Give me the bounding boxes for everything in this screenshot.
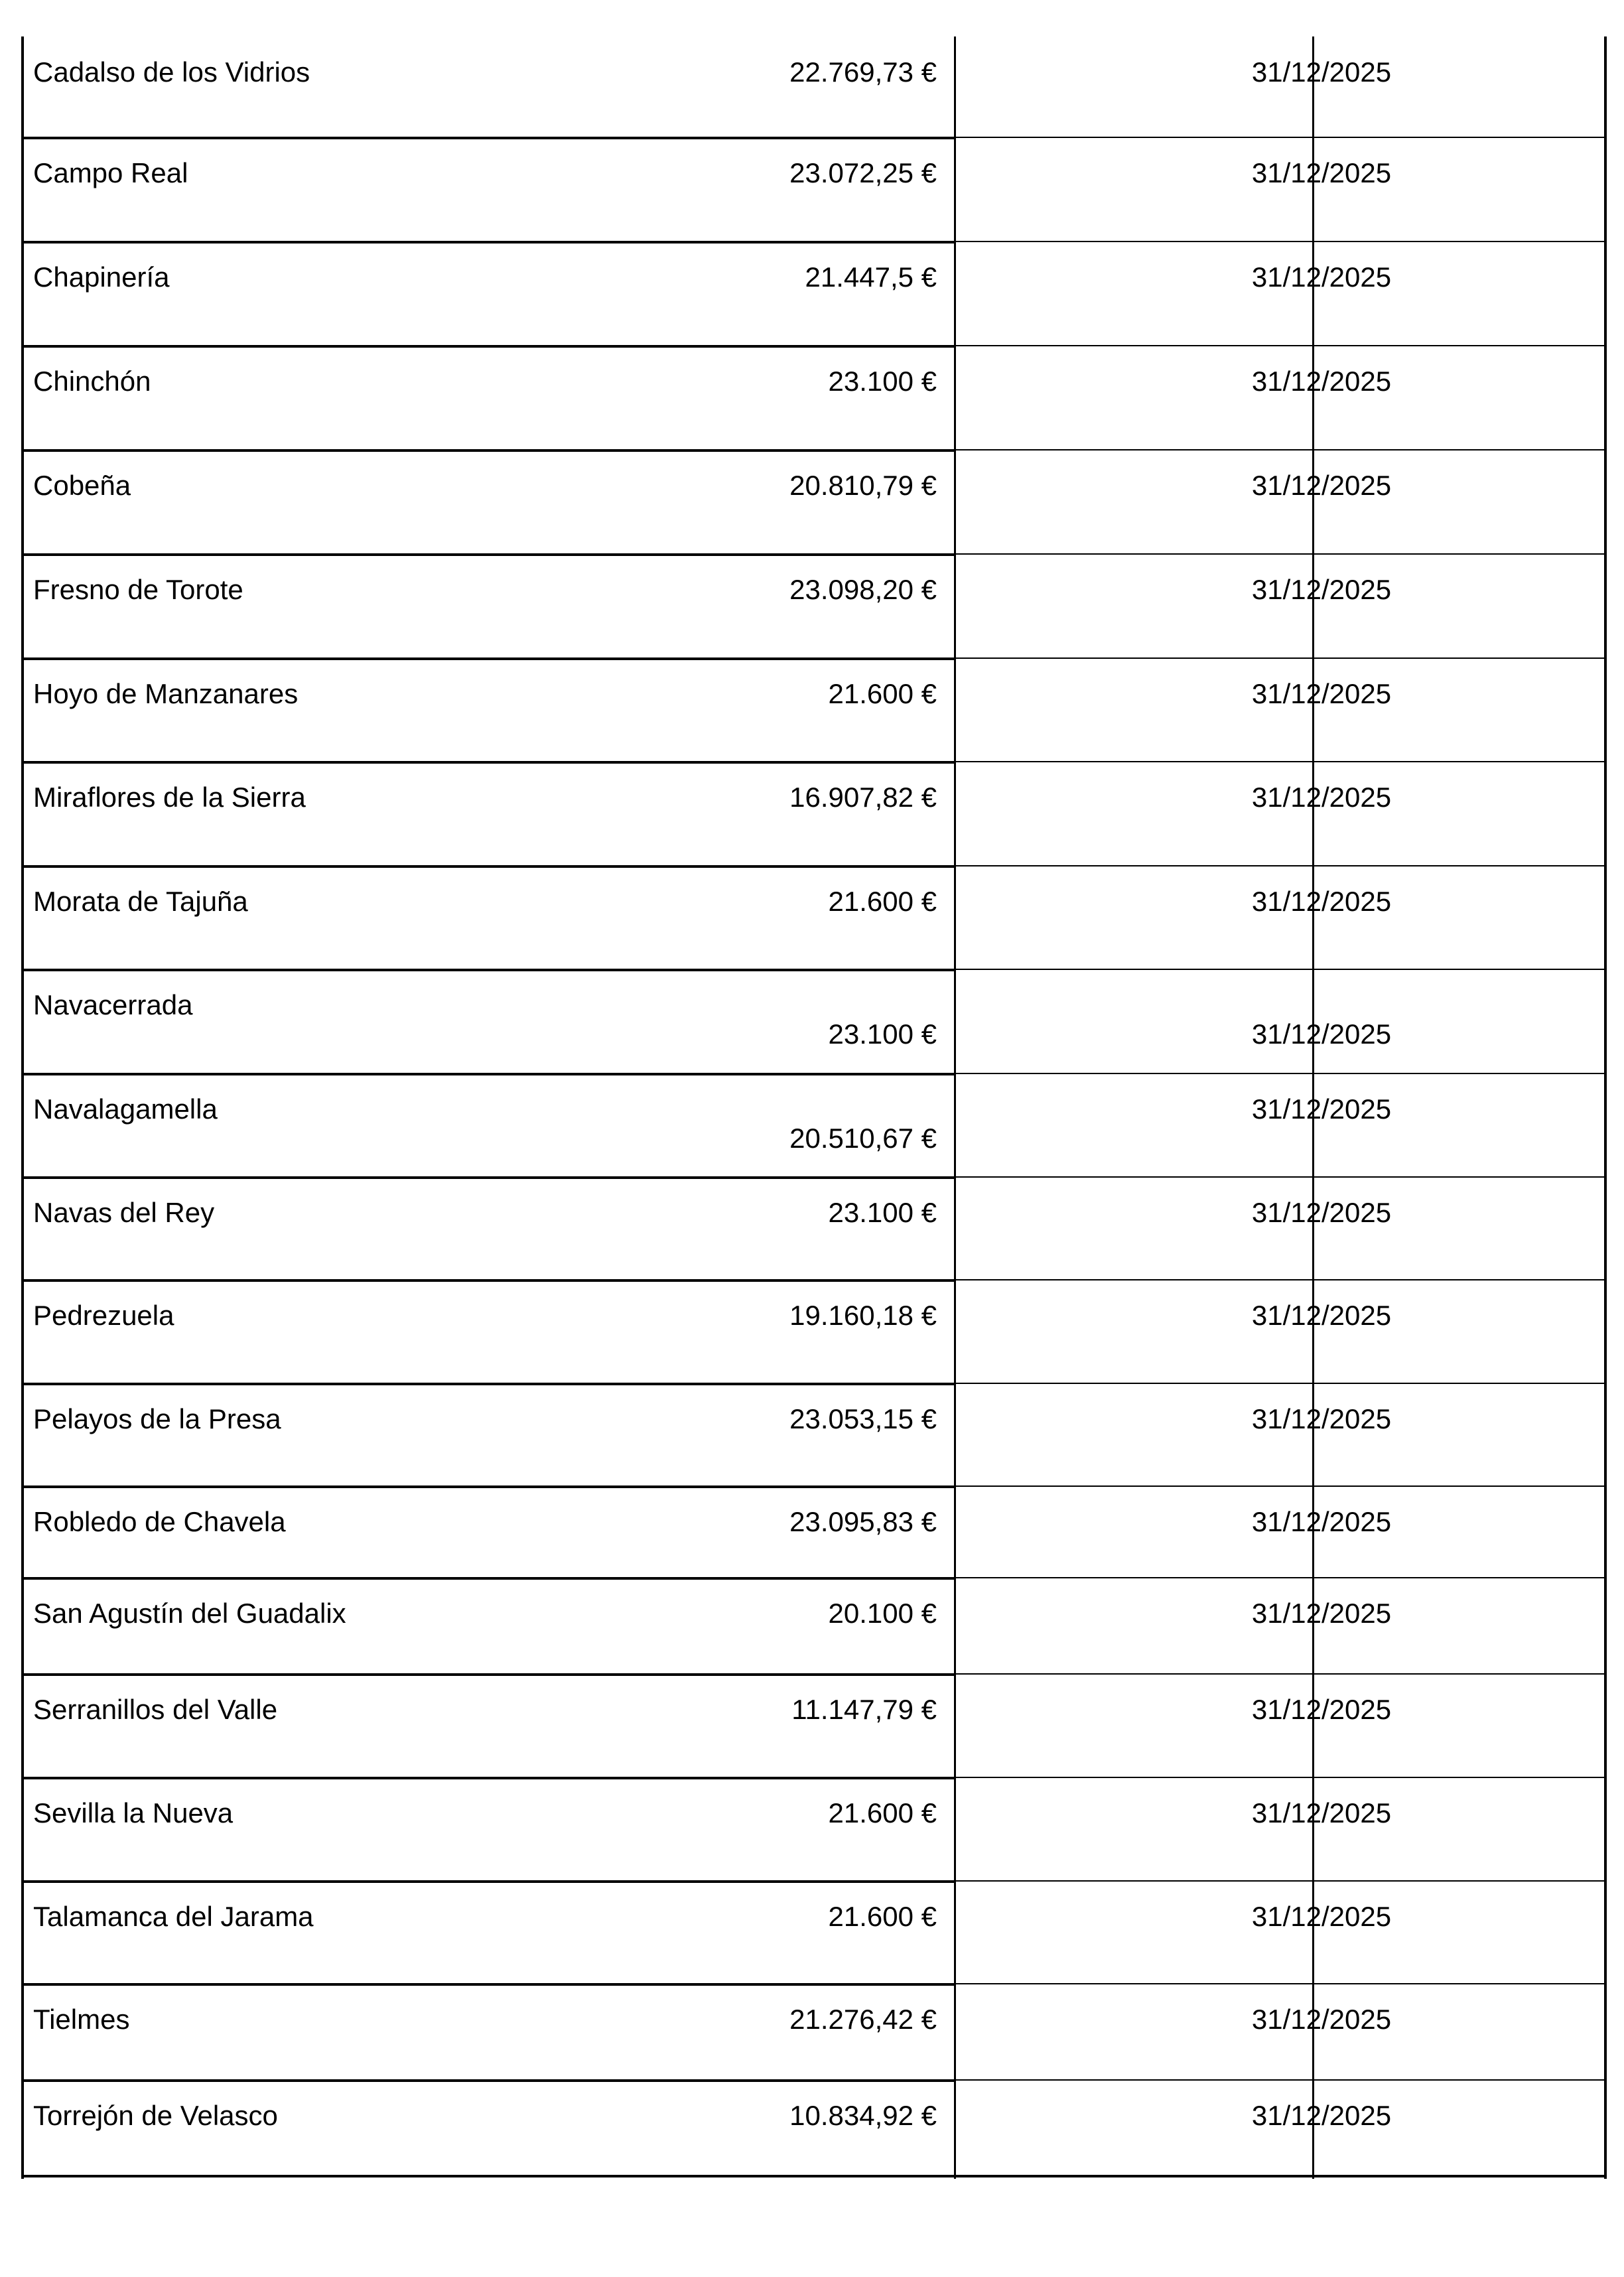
date-value: 31/12/2025	[1251, 2100, 1392, 2131]
table-row	[21, 346, 1607, 450]
date-value: 31/12/2025	[1251, 1901, 1392, 1932]
municipality-name: Pelayos de la Presa	[33, 1403, 281, 1434]
table-row	[21, 1073, 1607, 1177]
table-row	[21, 2080, 1607, 2175]
amount-value: 21.276,42 €	[789, 2004, 937, 2035]
date-value: 31/12/2025	[1251, 1694, 1392, 1725]
table-row	[21, 1280, 1607, 1383]
municipality-name: Cobeña	[33, 470, 131, 501]
municipality-name: Tielmes	[33, 2004, 130, 2035]
amount-value: 21.600 €	[828, 886, 937, 917]
table-row	[21, 1177, 1607, 1280]
municipality-name: Morata de Tajuña	[33, 886, 248, 917]
municipality-name: Navalagamella	[33, 1093, 218, 1125]
amount-value: 21.600 €	[828, 1797, 937, 1828]
municipality-name: Navacerrada	[33, 989, 193, 1020]
municipality-name: Sevilla la Nueva	[33, 1797, 234, 1828]
municipality-name: Pedrezuela	[33, 1300, 174, 1331]
amount-value: 23.053,15 €	[789, 1403, 937, 1434]
date-value: 31/12/2025	[1251, 2004, 1392, 2035]
amount-value: 22.769,73 €	[789, 56, 937, 88]
date-value: 31/12/2025	[1251, 470, 1392, 501]
table-row	[21, 762, 1607, 866]
date-value: 31/12/2025	[1251, 1197, 1392, 1228]
municipality-name: Robledo de Chavela	[33, 1506, 286, 1537]
municipality-name: Miraflores de la Sierra	[33, 782, 306, 813]
table-row	[21, 866, 1607, 969]
table-row	[21, 242, 1607, 346]
table-row	[21, 969, 1607, 1073]
amount-value: 23.100 €	[828, 366, 937, 397]
municipality-name: Fresno de Torote	[33, 574, 243, 605]
date-value: 31/12/2025	[1251, 157, 1392, 188]
municipality-name: Torrejón de Velasco	[33, 2100, 278, 2131]
municipality-table	[21, 36, 1607, 2179]
date-value: 31/12/2025	[1251, 366, 1392, 397]
table-row	[21, 1383, 1607, 1486]
municipality-name: Campo Real	[33, 157, 188, 188]
municipality-name: Chinchón	[33, 366, 151, 397]
table-row	[21, 137, 1607, 242]
table-row	[21, 658, 1607, 762]
amount-value: 23.100 €	[828, 1197, 937, 1228]
date-value: 31/12/2025	[1251, 56, 1392, 88]
amount-value: 23.100 €	[828, 1018, 937, 1050]
amount-value: 23.095,83 €	[789, 1506, 937, 1537]
date-value: 31/12/2025	[1251, 1403, 1392, 1434]
amount-value: 20.810,79 €	[789, 470, 937, 501]
municipality-name: Cadalso de los Vidrios	[33, 56, 310, 88]
municipality-name: Serranillos del Valle	[33, 1694, 278, 1725]
amount-value: 11.147,79 €	[791, 1694, 937, 1725]
date-value: 31/12/2025	[1251, 678, 1392, 709]
table-row	[21, 554, 1607, 658]
table-row	[21, 1578, 1607, 1674]
table-row	[21, 1881, 1607, 1984]
date-value: 31/12/2025	[1251, 886, 1392, 917]
date-value: 31/12/2025	[1251, 1506, 1392, 1537]
amount-value: 16.907,82 €	[789, 782, 937, 813]
table-row	[21, 1777, 1607, 1881]
date-value: 31/12/2025	[1251, 1093, 1392, 1125]
amount-value: 10.834,92 €	[789, 2100, 937, 2131]
table-row	[21, 1674, 1607, 1777]
date-value: 31/12/2025	[1251, 1300, 1392, 1331]
date-value: 31/12/2025	[1251, 782, 1392, 813]
municipality-name: Navas del Rey	[33, 1197, 215, 1228]
amount-value: 19.160,18 €	[789, 1300, 937, 1331]
municipality-name: Hoyo de Manzanares	[33, 678, 299, 709]
table-row	[21, 36, 1607, 137]
amount-value: 20.510,67 €	[789, 1123, 937, 1154]
municipality-name: Talamanca del Jarama	[33, 1901, 314, 1932]
table-row	[21, 1984, 1607, 2080]
amount-value: 21.600 €	[828, 1901, 937, 1932]
table-row	[21, 1486, 1607, 1578]
date-value: 31/12/2025	[1251, 574, 1392, 605]
amount-value: 21.600 €	[828, 678, 937, 709]
amount-value: 23.098,20 €	[789, 574, 937, 605]
amount-value: 21.447,5 €	[805, 261, 937, 293]
date-value: 31/12/2025	[1251, 1018, 1392, 1050]
date-value: 31/12/2025	[1251, 261, 1392, 293]
date-value: 31/12/2025	[1251, 1598, 1392, 1629]
municipality-name: Chapinería	[33, 261, 170, 293]
amount-value: 20.100 €	[828, 1598, 937, 1629]
table-row	[21, 450, 1607, 554]
municipality-name: San Agustín del Guadalix	[33, 1598, 346, 1629]
date-value: 31/12/2025	[1251, 1797, 1392, 1828]
amount-value: 23.072,25 €	[789, 157, 937, 188]
